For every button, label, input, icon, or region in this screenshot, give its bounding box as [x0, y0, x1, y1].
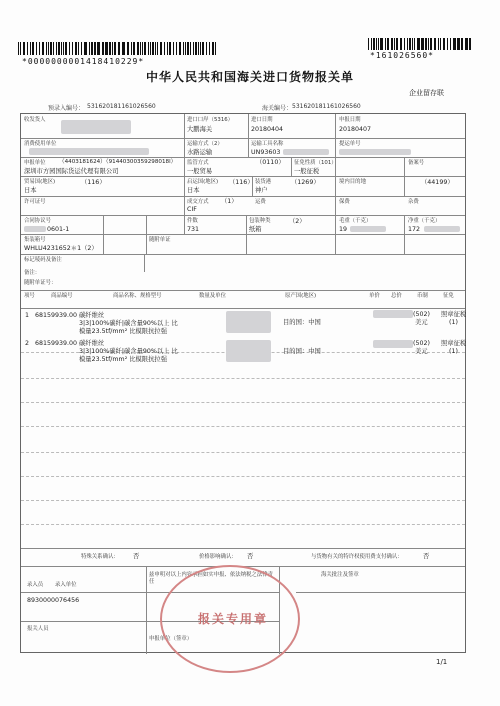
declare-date-label: 申报日期	[339, 117, 361, 123]
pieces: 731	[187, 226, 200, 233]
import-port: 大鹏海关	[187, 126, 213, 133]
barcode-bar	[434, 38, 436, 50]
barcode-bar	[105, 42, 106, 55]
barcode-bar	[131, 42, 132, 55]
entry-no: 8930000076456	[27, 597, 80, 604]
barcode-bar	[36, 42, 37, 55]
royalty-label: 与货物有关的特许权使用费支付确认：	[311, 554, 403, 560]
transport-mode-label: 运输方式（2）	[187, 141, 223, 147]
barcode-bar	[155, 42, 156, 55]
barcode-bar	[133, 42, 134, 55]
barcode-bar	[127, 42, 129, 55]
freight-label: 运费	[255, 199, 266, 205]
barcode-bar	[53, 42, 54, 55]
barcode-bar	[215, 42, 216, 55]
barcode-bar	[63, 42, 64, 55]
loading-port-label: 装货港	[255, 179, 272, 185]
barcode-bar	[42, 42, 44, 55]
deal-mode: CIF	[187, 206, 197, 213]
barcode-bar	[56, 42, 57, 55]
declarant-label: 申报单位	[24, 160, 46, 166]
entry-staff-label: 录入员	[27, 582, 44, 588]
domestic-dest-code: （44199）	[421, 179, 454, 186]
barcode-bar	[190, 42, 191, 55]
preentry-label: 预录入编号：	[48, 105, 85, 112]
item-tax-code: (1)	[449, 319, 458, 326]
barcode-bar	[400, 38, 402, 50]
col-qty: 数量及单位	[199, 293, 226, 299]
marks-label: 标记唛码及备注	[24, 257, 62, 263]
barcode-left-text: *0000000001418410229*	[22, 57, 145, 66]
price-label: 价格影响确认：	[199, 554, 237, 560]
barcode-bar	[20, 42, 21, 55]
trade-country-code: （116）	[81, 179, 106, 186]
docs-label: 随附单证	[149, 237, 171, 243]
item-price-redacted	[373, 340, 413, 348]
price-val: 否	[247, 553, 254, 560]
barcode-bar	[118, 42, 120, 55]
col-code: 商品编号	[51, 293, 73, 299]
barcode-bar	[409, 38, 411, 50]
barcode-bar	[123, 42, 124, 55]
item-qty-redacted	[226, 311, 271, 333]
misc-label: 杂费	[408, 199, 419, 205]
packing: 纸箱	[249, 226, 262, 233]
item-tax-code: (1)	[449, 348, 458, 355]
barcode-bar	[39, 42, 40, 55]
barcode-bar	[212, 42, 214, 55]
packing-code: （2）	[289, 218, 306, 225]
barcode-bar	[394, 38, 395, 50]
barcode-bar	[50, 42, 52, 55]
bill-redacted	[339, 149, 411, 155]
declarant-code: （4403181624）（91440300359298018l）	[59, 159, 177, 165]
col-total: 总价	[391, 293, 402, 299]
barcode-bar	[404, 38, 405, 50]
barcode-bar	[391, 38, 393, 50]
barcode-bar	[169, 42, 171, 55]
user-label: 消费使用单位	[24, 141, 57, 147]
page-number: 1/1	[436, 658, 448, 666]
barcode-bar	[89, 42, 90, 55]
item-tax: 照章征税	[441, 340, 467, 347]
barcode-bar	[150, 42, 151, 55]
statement: 兹申明对以上内容承担如实申报、依法纳税之法律责任	[149, 572, 273, 585]
user-redacted	[29, 148, 149, 155]
item-code: 68159939.00	[35, 340, 78, 347]
item-name: 碳纤维丝	[79, 340, 105, 347]
consignee-redacted	[61, 120, 131, 134]
insurance-label: 保费	[339, 199, 350, 205]
barcode-bar	[97, 42, 98, 55]
special-val: 否	[133, 553, 140, 560]
barcode-bar	[23, 42, 25, 55]
item-currency: 美元	[415, 319, 428, 326]
barcode-bar	[91, 42, 92, 55]
barcode-bar	[447, 38, 448, 50]
item-no: 1	[25, 312, 30, 319]
item-spec: 3|3|100%碳纤|碳含量90%以上 比	[79, 320, 178, 327]
barcode-bar	[458, 38, 459, 50]
item-spec: 3|3|100%碳纤|碳含量90%以上 比	[79, 348, 178, 355]
vessel-redacted	[283, 149, 329, 155]
import-date-label: 进口日期	[251, 117, 273, 123]
barcode-bar	[200, 42, 201, 55]
item-spec-2: 模量23.5tf/mm² 比模限抗拉强	[79, 328, 167, 335]
barcode-left	[18, 42, 218, 55]
gross: 19	[339, 226, 348, 233]
barcode-bar	[378, 38, 379, 50]
supervision: 一般贸易	[187, 168, 213, 175]
remarks-label: 备注：	[24, 270, 41, 276]
barcode-bar	[114, 42, 115, 55]
barcode-bar	[466, 38, 467, 50]
item-currency-code: (502)	[413, 311, 430, 318]
barcode-bar	[422, 38, 423, 50]
barcode-bar	[109, 42, 111, 55]
license-label: 许可证号	[24, 199, 46, 205]
contract-no: 0601-1	[47, 226, 70, 233]
barcode-bar	[148, 42, 149, 55]
barcode-bar	[84, 42, 86, 55]
origin-country-label: 启运国(地区)	[187, 179, 219, 185]
barcode-bar	[46, 42, 47, 55]
gross-label: 毛重（千克）	[339, 218, 372, 224]
item-currency: 美元	[415, 348, 428, 355]
barcode-bar	[61, 42, 62, 55]
declare-date: 20180407	[339, 126, 372, 133]
barcode-bar	[453, 38, 455, 50]
barcode-bar	[198, 42, 199, 55]
form-title: 中华人民共和国海关进口货物报关单	[145, 70, 354, 84]
barcode-bar	[380, 38, 382, 50]
declare-unit-label: 申报单位（签章）	[149, 636, 193, 642]
import-date: 20180404	[251, 126, 284, 133]
barcode-bar	[27, 42, 28, 55]
import-port-label: 进口口岸（5316）	[187, 117, 234, 123]
barcode-bar	[112, 42, 113, 55]
record-label: 备案号	[408, 160, 425, 166]
barcode-bar	[202, 42, 204, 55]
barcode-bar	[152, 42, 154, 55]
barcode-bar	[164, 42, 165, 55]
barcode-right	[368, 38, 472, 50]
barcode-bar	[461, 38, 463, 50]
customs-no-label: 海关编号：	[262, 105, 293, 112]
container-label: 集装箱号	[24, 237, 46, 243]
vessel: UN93603	[251, 149, 281, 156]
pieces-label: 件数	[187, 218, 198, 224]
barcode-bar	[183, 42, 184, 55]
barcode-bar	[65, 42, 67, 55]
supervision-label: 监管方式	[187, 160, 209, 166]
deal-mode-label: 成交方式	[187, 199, 209, 205]
item-code: 68159939.00	[35, 312, 78, 319]
trade-country-label: 贸易国(地区)	[24, 179, 56, 185]
barcode-bar	[385, 38, 386, 50]
gross-redacted	[350, 226, 386, 232]
barcode-bar	[206, 42, 207, 55]
barcode-bar	[457, 38, 458, 50]
barcode-bar	[443, 38, 445, 50]
trade-country: 日本	[24, 187, 37, 194]
royalty-val: 否	[423, 553, 430, 560]
item-no: 2	[25, 340, 30, 347]
barcode-bar	[376, 38, 377, 50]
barcode-bar	[428, 38, 429, 50]
supervision-code: （0110）	[256, 159, 285, 166]
loading-port: 神户	[255, 187, 268, 194]
barcode-bar	[209, 42, 210, 55]
barcode-bar	[425, 38, 427, 50]
barcode-bar	[69, 42, 70, 55]
barcode-right-text: *161026560*	[370, 51, 434, 60]
preentry-no: 531620181161026560	[87, 103, 156, 110]
contract-label: 合同协议号	[24, 218, 51, 224]
barcode-bar	[430, 38, 431, 50]
consignee-label: 收发货人	[24, 117, 46, 123]
barcode-bar	[438, 38, 439, 50]
contract-redacted	[24, 226, 46, 232]
barcode-bar	[98, 42, 99, 55]
broker-label: 报关人员	[27, 626, 49, 632]
item-name: 碳纤维丝	[79, 312, 105, 319]
net-label: 净重（千克）	[408, 218, 441, 224]
barcode-bar	[58, 42, 60, 55]
barcode-bar	[465, 38, 466, 50]
barcode-bar	[440, 38, 441, 50]
item-spec-2: 模量23.5tf/mm² 比模限抗拉强	[79, 356, 167, 363]
barcode-bar	[137, 42, 139, 55]
item-dest: 目的国：中国	[283, 319, 321, 326]
barcode-bar	[106, 42, 107, 55]
barcode-bar	[195, 42, 197, 55]
barcode-bar	[412, 38, 413, 50]
container-no: WHLU4231652＊1（2）	[24, 245, 98, 252]
col-no: 项号	[24, 293, 35, 299]
barcode-bar	[72, 42, 73, 55]
packing-label: 包装种类	[249, 218, 271, 224]
origin-country: 日本	[187, 187, 200, 194]
origin-country-code: （116）	[229, 179, 254, 186]
barcode-bar	[140, 42, 141, 55]
barcode-bar	[396, 38, 397, 50]
barcode-bar	[179, 42, 181, 55]
barcode-bar	[371, 38, 372, 50]
tax-nature: 一般征税	[294, 168, 320, 175]
barcode-bar	[187, 42, 189, 55]
barcode-bar	[18, 42, 19, 55]
copy-label: 企业留存联	[409, 89, 444, 97]
barcode-bar	[122, 42, 123, 55]
barcode-bar	[81, 42, 82, 55]
barcode-bar	[144, 42, 146, 55]
barcode-bar	[373, 38, 375, 50]
deal-mode-code: （1）	[221, 198, 238, 205]
seal-text: 报关专用章	[197, 612, 268, 626]
special-label: 特殊关系确认：	[81, 554, 119, 560]
bill-label: 提运单号	[339, 141, 361, 147]
barcode-bar	[387, 38, 388, 50]
barcode-bar	[417, 38, 419, 50]
barcode-bar	[414, 38, 415, 50]
barcode-bar	[30, 42, 31, 55]
loading-port-code: （1269）	[291, 179, 320, 186]
barcode-bar	[185, 42, 186, 55]
declarant-name: 深圳市方园国际货运代理有限公司	[24, 168, 119, 175]
barcode-bar	[167, 42, 168, 55]
barcode-bar	[193, 42, 194, 55]
item-qty-redacted	[226, 340, 271, 362]
barcode-bar	[75, 42, 77, 55]
barcode-bar	[421, 38, 422, 50]
item-price-redacted	[373, 310, 413, 318]
barcode-bar	[160, 42, 162, 55]
vessel-label: 运输工具名称	[251, 141, 284, 147]
item-tax: 照章征税	[441, 311, 467, 318]
item-currency-code: (502)	[413, 340, 430, 347]
col-price: 单价	[369, 293, 380, 299]
barcode-bar	[48, 42, 49, 55]
approval-label: 海关批注及签章	[321, 572, 359, 578]
barcode-bar	[173, 42, 174, 55]
barcode-bar	[450, 38, 451, 50]
col-tax: 征免	[443, 293, 454, 299]
entry-unit-label: 录入单位	[55, 582, 77, 588]
barcode-bar	[94, 42, 96, 55]
barcode-bar	[176, 42, 177, 55]
transport-mode: 水路运输	[187, 149, 213, 156]
barcode-bar	[78, 42, 79, 55]
net: 172	[408, 226, 421, 233]
col-name: 商品名称、规格型号	[113, 293, 162, 299]
item-dest: 目的国：中国	[283, 348, 321, 355]
customs-no: 531620181161026560	[292, 103, 361, 110]
barcode-bar	[157, 42, 158, 55]
domestic-dest-label: 境内目的地	[339, 179, 366, 185]
barcode-bar	[142, 42, 143, 55]
docs-no-label: 随附单证号：	[24, 280, 57, 286]
barcode-bar	[32, 42, 34, 55]
barcode-bar	[469, 38, 471, 50]
tax-label: 征免性质（101）	[294, 160, 337, 166]
barcode-bar	[102, 42, 104, 55]
barcode-bar	[368, 38, 369, 50]
barcode-bar	[407, 38, 408, 50]
net-redacted	[424, 226, 460, 232]
col-currency: 币制	[417, 293, 428, 299]
col-origin: 原产国(地区)	[285, 293, 317, 299]
